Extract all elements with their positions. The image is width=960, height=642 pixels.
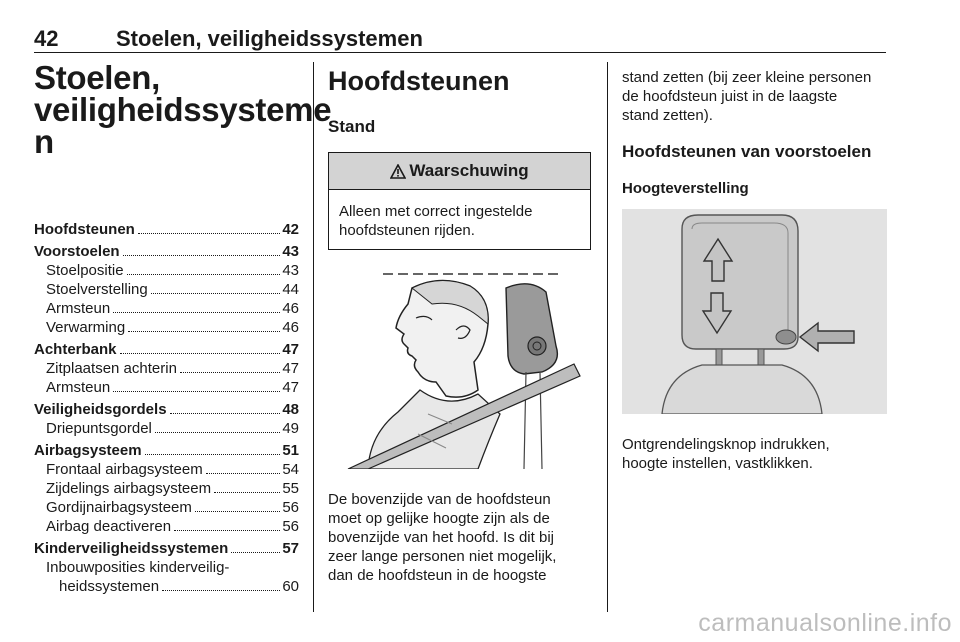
toc-entry-page: 48 [282, 401, 299, 418]
toc-entry[interactable] [34, 517, 299, 536]
headrest-position-illustration [328, 264, 593, 469]
toc-entry-label: Zijdelings airbagsysteem [46, 480, 212, 497]
toc-entry-label: heidssystemen [59, 578, 160, 595]
toc-leader-dots [151, 293, 281, 294]
toc-entry-page: 46 [282, 319, 299, 336]
toc-entry[interactable] [34, 441, 299, 460]
toc-entry-label: Driepuntsgordel [46, 420, 152, 437]
text-line: moet op gelijke hoogte zijn als de [328, 510, 550, 527]
toc-leader-dots [155, 432, 280, 433]
toc-entry[interactable] [34, 378, 299, 397]
chapter-title-line: Stoelen, [34, 59, 160, 96]
toc-leader-dots [123, 255, 281, 256]
toc-entry-label: Airbagsysteem [34, 442, 142, 459]
toc-entry-label: Veiligheidsgordels [34, 401, 167, 418]
toc-entry-page: 46 [282, 300, 299, 317]
toc-entry-label: Armsteun [46, 300, 111, 317]
toc-entry-label: Zitplaatsen achterin [46, 360, 177, 377]
toc-entry-page: 56 [282, 518, 299, 535]
toc-entry[interactable] [34, 261, 299, 280]
column-divider [313, 62, 314, 612]
caption-line: hoogte instellen, vastklikken. [622, 455, 813, 472]
body-paragraph [328, 490, 593, 585]
toc-leader-dots [231, 552, 280, 553]
column-divider [607, 62, 608, 612]
toc-entry-label: Frontaal airbagsysteem [46, 461, 203, 478]
warning-text: Alleen met correct ingestelde hoofdsteunen rijden. [339, 203, 533, 239]
text-line: zeer lange personen niet mogelijk, [328, 548, 557, 565]
toc-entry-page: 49 [282, 420, 299, 437]
toc-entry-label: Gordijnairbagsysteem [46, 499, 192, 516]
text-line: stand zetten (bij zeer kleine personen [622, 69, 872, 86]
toc-entry-label: Kinderveiligheidssystemen [34, 540, 229, 557]
toc-entry-label: Achterbank [34, 341, 117, 358]
toc-leader-dots [195, 511, 280, 512]
content-column-2 [328, 62, 593, 585]
watermark: carmanualsonline.info [698, 609, 952, 637]
toc-entry-page: 42 [282, 221, 299, 238]
toc-entry-page: 43 [282, 243, 299, 260]
height-adjustment-heading: Hoogteverstelling [622, 180, 749, 197]
text-line: de hoofdsteun juist in de laagste [622, 88, 838, 105]
toc-entry[interactable] [34, 359, 299, 378]
toc-entry[interactable] [34, 479, 299, 498]
toc-entry-label: Stoelverstelling [46, 281, 148, 298]
height-adjustment-illustration [622, 209, 887, 414]
toc-entry-page: 60 [282, 578, 299, 595]
warning-header [329, 153, 590, 190]
toc-leader-dots [162, 590, 280, 591]
toc-entry-page: 44 [282, 281, 299, 298]
chapter-title [34, 59, 332, 160]
text-line: De bovenzijde van de hoofdsteun [328, 491, 551, 508]
running-title: Stoelen, veiligheidssystemen [116, 26, 423, 51]
table-of-contents [34, 220, 299, 596]
warning-title: Waarschuwing [409, 161, 529, 180]
toc-entry-page: 43 [282, 262, 299, 279]
toc-leader-dots [113, 391, 280, 392]
toc-entry-label: Inbouwposities kinderveilig- [46, 559, 230, 576]
toc-entry[interactable] [34, 318, 299, 337]
figure-caption [622, 435, 892, 473]
toc-leader-dots [113, 312, 280, 313]
toc-entry[interactable] [34, 299, 299, 318]
front-headrests-heading: Hoofdsteunen van voorstoelen [622, 142, 872, 161]
toc-entry-page: 57 [282, 540, 299, 557]
toc-entry[interactable] [34, 220, 299, 239]
toc-leader-dots [180, 372, 280, 373]
section-title: Hoofdsteunen [328, 66, 510, 96]
toc-entry-label: Armsteun [46, 379, 111, 396]
chapter-title-line: veiligheidssysteme [34, 91, 332, 128]
toc-leader-dots [145, 454, 281, 455]
warning-triangle-icon [390, 164, 406, 179]
toc-entry[interactable] [34, 400, 299, 419]
toc-leader-dots [120, 353, 281, 354]
toc-entry[interactable] [34, 460, 299, 479]
toc-entry[interactable] [34, 539, 299, 558]
toc-entry-label: Voorstoelen [34, 243, 120, 260]
text-line: stand zetten). [622, 107, 713, 124]
toc-entry-page: 47 [282, 360, 299, 377]
toc-leader-dots [138, 233, 280, 234]
toc-entry-page: 51 [282, 442, 299, 459]
toc-leader-dots [214, 492, 280, 493]
content-column-3 [622, 62, 892, 473]
toc-entry[interactable] [34, 340, 299, 359]
toc-entry[interactable] [34, 577, 299, 596]
toc-entry[interactable] [34, 242, 299, 261]
toc-entry[interactable] [34, 558, 299, 577]
toc-entry-page: 56 [282, 499, 299, 516]
toc-entry-label: Hoofdsteunen [34, 221, 135, 238]
chapter-title-line: n [34, 123, 54, 160]
warning-box [328, 152, 591, 250]
page-header [34, 22, 886, 52]
toc-entry[interactable] [34, 419, 299, 438]
toc-leader-dots [174, 530, 280, 531]
toc-leader-dots [170, 413, 281, 414]
toc-entry-label: Airbag deactiveren [46, 518, 172, 535]
section-subtitle: Stand [328, 117, 376, 136]
toc-entry-page: 54 [282, 461, 299, 478]
toc-column [34, 59, 332, 596]
toc-leader-dots [206, 473, 281, 474]
toc-entry-label: Verwarming [46, 319, 126, 336]
toc-entry-label: Stoelpositie [46, 262, 124, 279]
toc-entry[interactable] [34, 280, 299, 299]
text-line: bovenzijde van het hoofd. Is dit bij [328, 529, 554, 546]
header-rule [34, 52, 886, 53]
toc-leader-dots [127, 274, 281, 275]
toc-leader-dots [128, 331, 280, 332]
toc-entry[interactable] [34, 498, 299, 517]
toc-entry-page: 47 [282, 341, 299, 358]
page-number: 42 [34, 26, 59, 51]
body-paragraph [622, 68, 892, 125]
toc-entry-page: 55 [282, 480, 299, 497]
toc-entry-page: 47 [282, 379, 299, 396]
caption-line: Ontgrendelingsknop indrukken, [622, 436, 830, 453]
text-line: dan de hoofdsteun in de hoogste [328, 567, 547, 584]
